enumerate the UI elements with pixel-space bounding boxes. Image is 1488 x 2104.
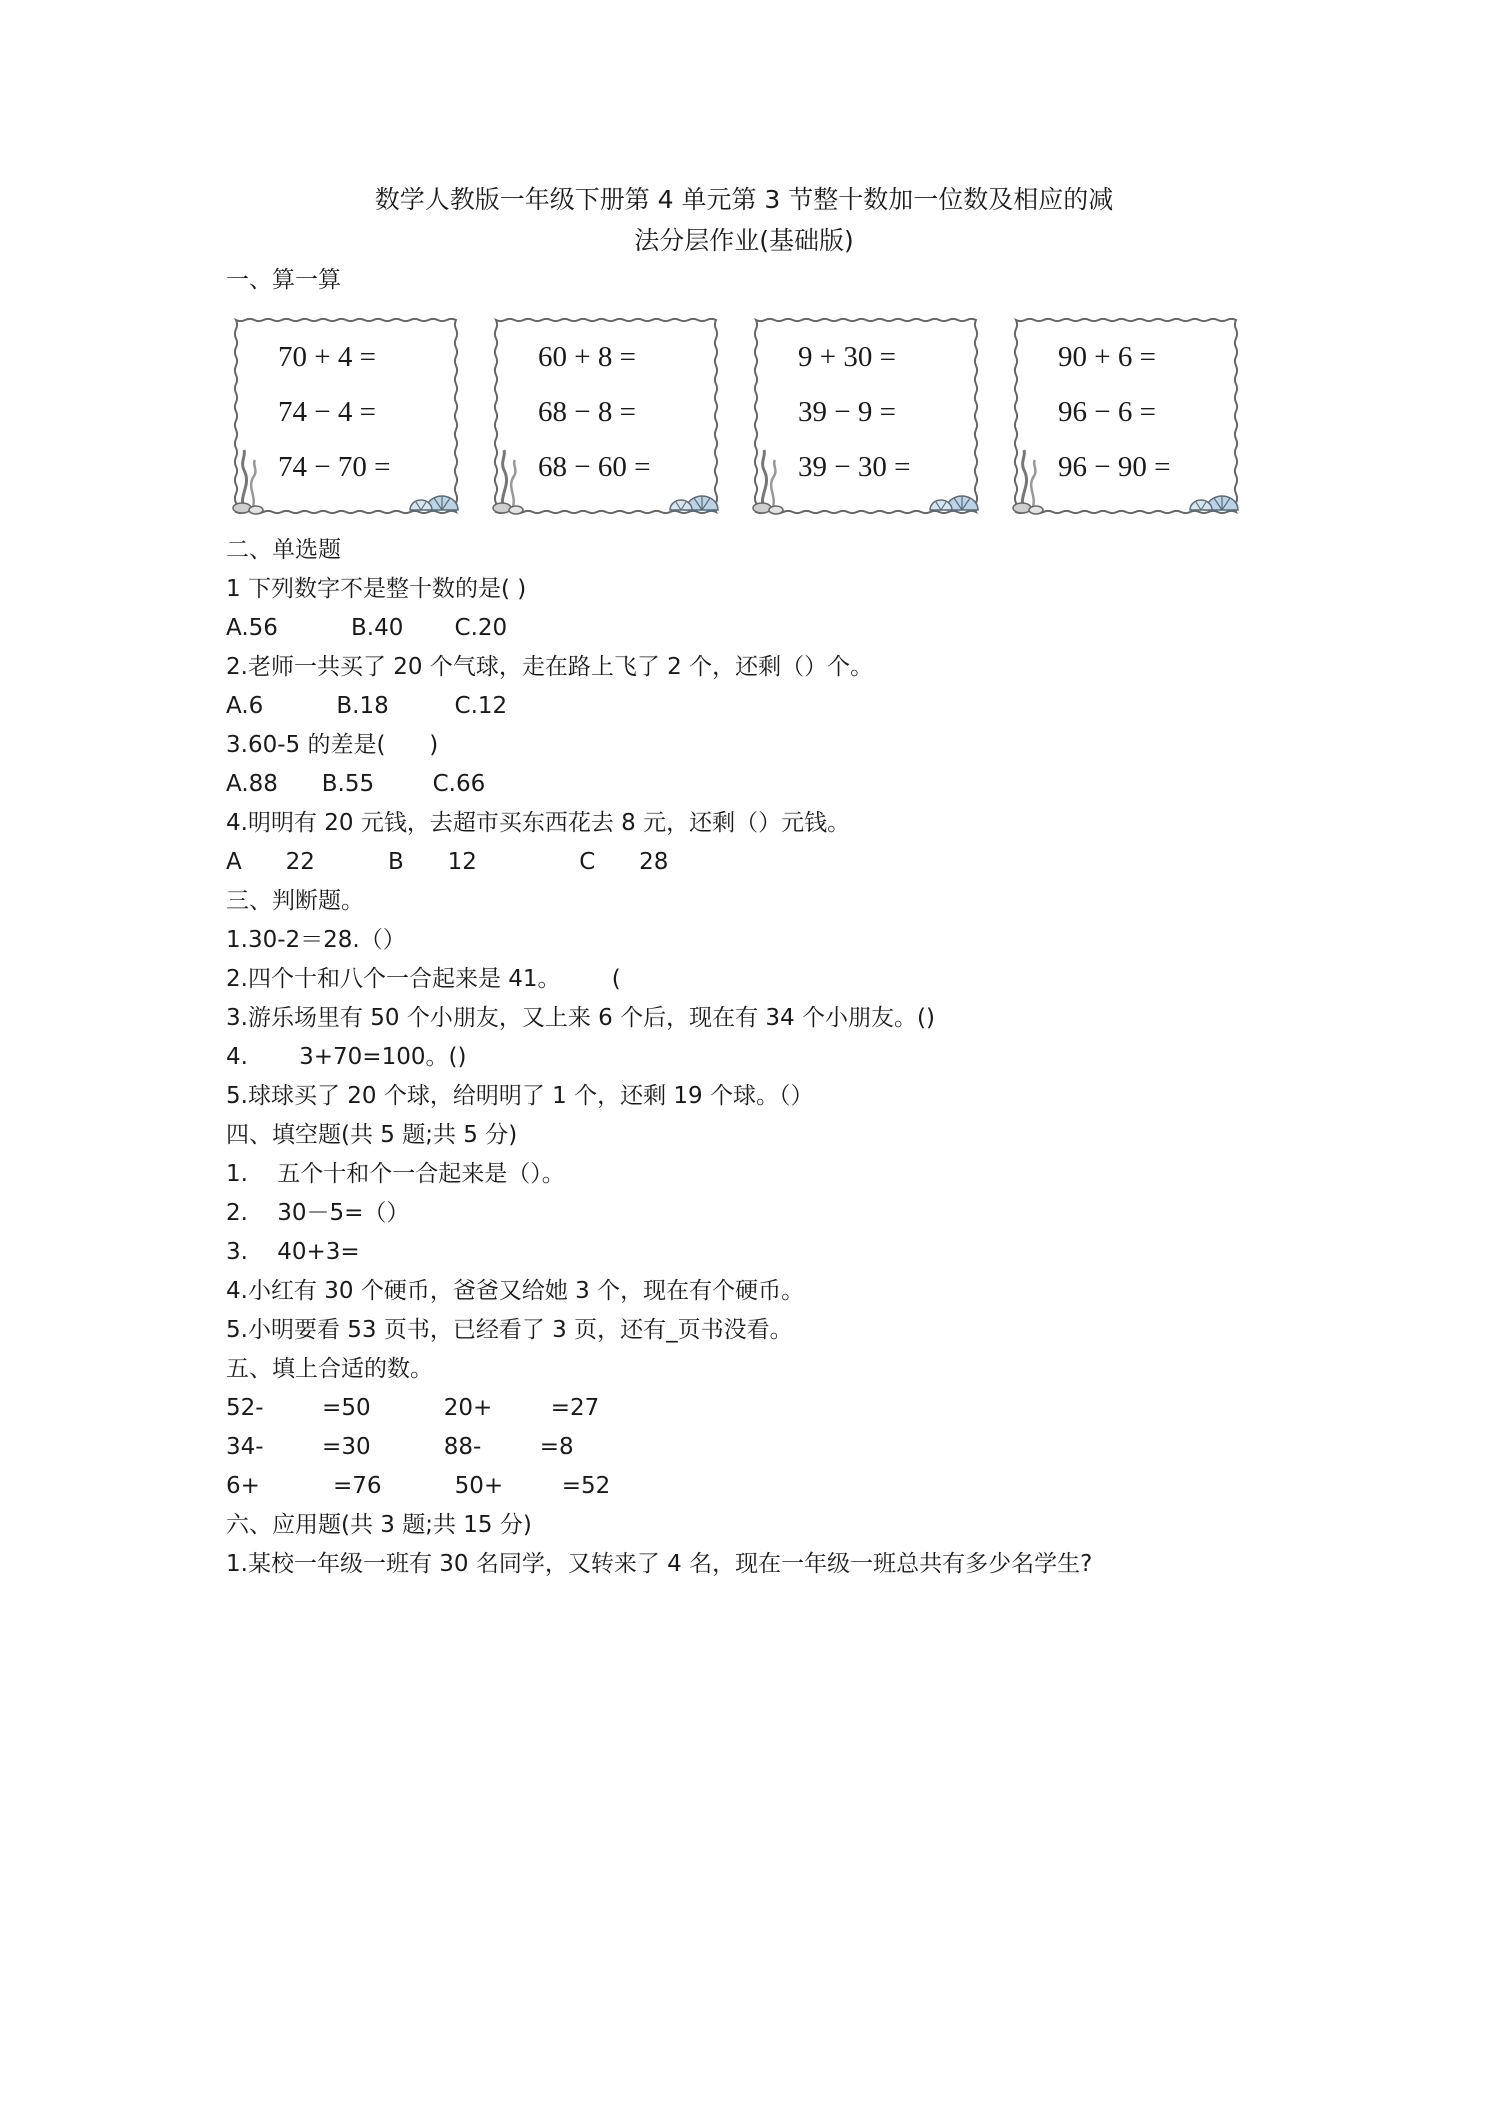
question-text: 4. 3+70=100。() [226, 1044, 467, 1070]
question-text: 2.老师一共买了 20 个气球，走在路上飞了 2 个，还剩（）个。 [226, 654, 874, 680]
question-text: 1.某校一年级一班有 30 名同学，又转来了 4 名，现在一年级一班总共有多少名学生? [226, 1551, 1093, 1577]
question-text: 3.60-5 的差是( ) [226, 732, 439, 758]
calc-box-2 [490, 314, 722, 518]
equation: 74 − 4 = [278, 396, 376, 428]
document-title-line2: 法分层作业(基础版) [634, 226, 854, 255]
question-text: 3.游乐场里有 50 个小朋友，又上来 6 个后，现在有 34 个小朋友。() [226, 1005, 935, 1031]
equation: 70 + 4 = [278, 341, 376, 373]
answer-options: A.56 B.40 C.20 [226, 615, 508, 641]
equation: 74 − 70 = [278, 451, 391, 483]
fill-row: 34- =30 88- =8 [226, 1434, 574, 1460]
question-text: 4.明明有 20 元钱，去超市买东西花去 8 元，还剩（）元钱。 [226, 810, 851, 836]
section3-heading: 三、判断题。 [226, 888, 364, 914]
fill-row: 6+ =76 50+ =52 [226, 1473, 611, 1499]
question-text: 4.小红有 30 个硬币，爸爸又给她 3 个，现在有个硬币。 [226, 1278, 805, 1304]
equation: 68 − 8 = [538, 396, 636, 428]
seashell-icon [930, 496, 978, 510]
equation: 39 − 9 = [798, 396, 896, 428]
section1-heading: 一、算一算 [226, 267, 341, 293]
answer-options: A.6 B.18 C.12 [226, 693, 508, 719]
seashell-icon [670, 496, 718, 510]
section2-heading: 二、单选题 [226, 537, 341, 563]
seaweed-icon [1013, 450, 1043, 514]
question-text: 2. 30－5=（） [226, 1200, 410, 1226]
equation: 60 + 8 = [538, 341, 636, 373]
section6-heading: 六、应用题(共 3 题;共 15 分) [226, 1512, 532, 1538]
question-text: 1.30-2＝28.（） [226, 927, 406, 953]
section5-heading: 五、填上合适的数。 [226, 1356, 433, 1382]
equation: 68 − 60 = [538, 451, 651, 483]
question-text: 5.小明要看 53 页书，已经看了 3 页，还有_页书没看。 [226, 1317, 793, 1343]
equation: 90 + 6 = [1058, 341, 1156, 373]
calc-box-3 [750, 314, 982, 518]
seaweed-icon [753, 450, 783, 514]
question-text: 3. 40+3= [226, 1239, 360, 1265]
equation: 9 + 30 = [798, 341, 896, 373]
calc-box-1 [230, 314, 462, 518]
answer-options: A 22 B 12 C 28 [226, 849, 669, 875]
seashell-icon [1190, 496, 1238, 510]
equation: 96 − 6 = [1058, 396, 1156, 428]
question-text: 5.球球买了 20 个球，给明明了 1 个，还剩 19 个球。（） [226, 1083, 814, 1109]
seashell-icon [410, 496, 458, 510]
fill-row: 52- =50 20+ =27 [226, 1395, 600, 1421]
seaweed-icon [493, 450, 523, 514]
question-text: 1. 五个十和个一合起来是（）。 [226, 1161, 565, 1187]
equation: 96 − 90 = [1058, 451, 1171, 483]
equation: 39 − 30 = [798, 451, 911, 483]
question-text: 2.四个十和八个一合起来是 41。 ( [226, 966, 621, 992]
question-text: 1 下列数字不是整十数的是( ) [226, 576, 527, 602]
seaweed-icon [233, 450, 263, 514]
document-title-line1: 数学人教版一年级下册第 4 单元第 3 节整十数加一位数及相应的减 [374, 185, 1114, 214]
section4-heading: 四、填空题(共 5 题;共 5 分) [226, 1122, 518, 1148]
answer-options: A.88 B.55 C.66 [226, 771, 486, 797]
calc-box-4 [1010, 314, 1242, 518]
